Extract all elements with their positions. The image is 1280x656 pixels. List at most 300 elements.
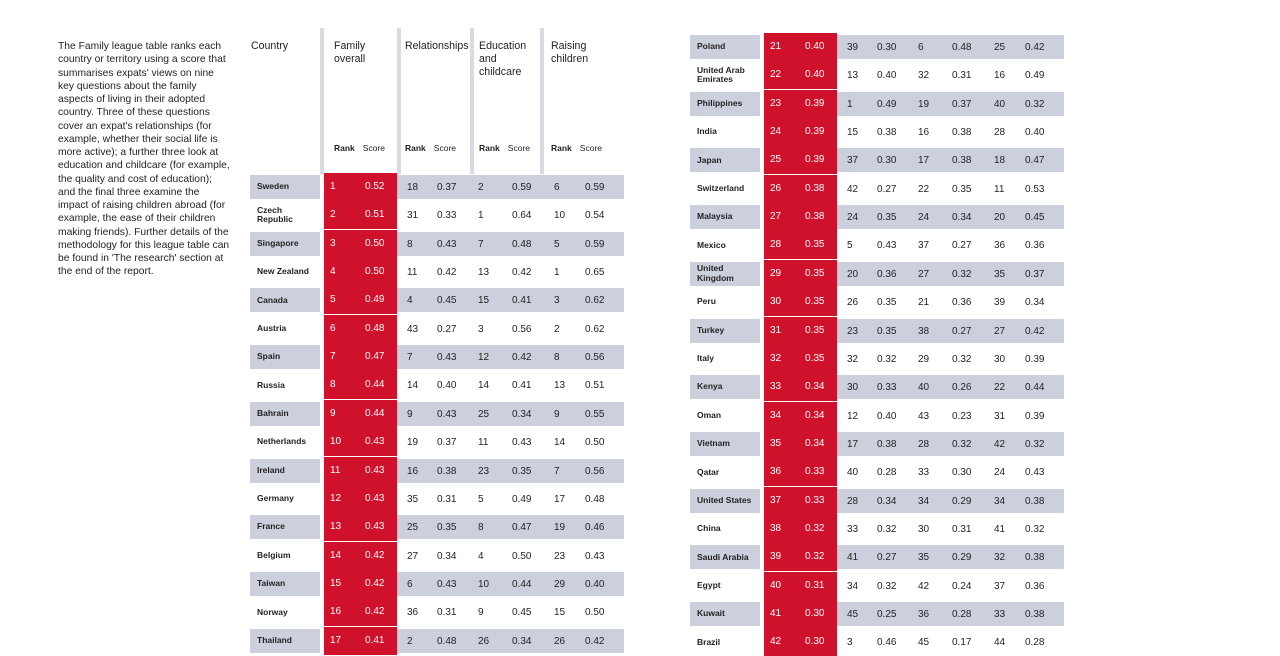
relationships-score: 0.28	[877, 467, 897, 479]
raising-score: 0.62	[585, 323, 605, 335]
relationships-score: 0.32	[877, 353, 897, 365]
education-score: 0.35	[512, 465, 532, 477]
family-overall-cell	[764, 487, 837, 515]
education-score: 0.56	[512, 323, 532, 335]
education-rank: 29	[918, 353, 930, 365]
family-rank: 15	[330, 577, 342, 589]
education-rank: 8	[478, 522, 484, 534]
country-name: Peru	[697, 296, 716, 307]
country-name: Japan	[690, 148, 760, 172]
raising-score: 0.56	[585, 465, 605, 477]
divider	[397, 28, 401, 174]
education-rank: 45	[918, 637, 930, 649]
league-table-right	[690, 0, 1070, 649]
family-score: 0.35	[805, 267, 825, 279]
country-name: Malaysia	[690, 205, 760, 229]
table-row	[690, 347, 1064, 371]
education-rank: 1	[478, 210, 484, 222]
country-name: China	[697, 523, 721, 534]
subheader-raising: Rank Score	[551, 143, 603, 153]
family-overall-cell	[764, 175, 837, 203]
family-rank: 6	[330, 322, 336, 334]
family-overall-cell	[764, 61, 837, 89]
relationships-score: 0.40	[877, 410, 897, 422]
family-score: 0.39	[805, 154, 825, 166]
relationships-rank: 16	[407, 465, 419, 477]
family-overall-cell	[764, 231, 837, 259]
table-row	[690, 545, 1064, 569]
relationships-score: 0.35	[437, 522, 457, 534]
education-rank: 38	[918, 325, 930, 337]
education-score: 0.34	[512, 408, 532, 420]
family-score: 0.38	[805, 211, 825, 223]
relationships-score: 0.43	[437, 238, 457, 250]
raising-rank: 17	[554, 493, 566, 505]
family-score: 0.35	[805, 324, 825, 336]
relationships-rank: 2	[407, 635, 413, 647]
raising-rank: 11	[994, 183, 1005, 195]
family-overall-cell	[324, 173, 397, 201]
family-rank: 22	[770, 69, 782, 81]
table-row	[250, 317, 624, 341]
country-name: New Zealand	[257, 266, 309, 277]
country-name: United Arab Emirates	[697, 64, 745, 85]
raising-score: 0.37	[1025, 268, 1045, 280]
education-rank: 7	[478, 238, 484, 250]
family-rank: 8	[330, 379, 336, 391]
family-overall-cell	[764, 543, 837, 571]
family-overall-cell	[324, 542, 397, 570]
raising-score: 0.47	[1025, 155, 1045, 167]
country-name: Czech Republic	[257, 204, 293, 225]
header-family-overall: Family overall	[334, 40, 366, 66]
raising-rank: 23	[554, 550, 566, 562]
table-row	[690, 35, 1064, 59]
family-overall-cell	[764, 317, 837, 345]
education-rank: 26	[478, 635, 490, 647]
country-name: Spain	[250, 345, 320, 369]
table-row	[690, 290, 1064, 314]
family-score: 0.32	[805, 551, 825, 563]
relationships-rank: 8	[407, 238, 413, 250]
education-score: 0.31	[952, 70, 972, 82]
education-rank: 19	[918, 98, 930, 110]
family-overall-cell	[324, 513, 397, 541]
education-score: 0.29	[952, 495, 972, 507]
country-name: Taiwan	[250, 572, 320, 596]
country-name: Ireland	[250, 459, 320, 483]
raising-rank: 19	[554, 522, 566, 534]
education-rank: 9	[478, 607, 484, 619]
raising-rank: 3	[554, 295, 560, 307]
family-overall-cell	[324, 457, 397, 485]
education-score: 0.47	[512, 522, 532, 534]
raising-score: 0.50	[585, 607, 605, 619]
relationships-rank: 17	[847, 438, 859, 450]
subheader-education: Rank Score	[479, 143, 531, 153]
raising-score: 0.50	[585, 437, 605, 449]
family-score: 0.50	[365, 266, 385, 278]
country-name: Bahrain	[250, 402, 320, 426]
raising-rank: 8	[554, 352, 560, 364]
raising-score: 0.54	[585, 210, 605, 222]
relationships-rank: 45	[847, 609, 859, 620]
family-score: 0.42	[365, 606, 385, 618]
raising-rank: 16	[994, 70, 1006, 82]
family-score: 0.42	[365, 577, 385, 589]
country-name: Turkey	[690, 319, 760, 343]
table-row	[690, 148, 1064, 172]
relationships-score: 0.37	[437, 437, 457, 449]
relationships-rank: 23	[847, 325, 859, 337]
education-rank: 23	[478, 465, 490, 477]
table-row	[690, 205, 1064, 229]
raising-rank: 26	[554, 635, 566, 647]
family-overall-cell	[764, 260, 837, 288]
education-rank: 21	[918, 297, 930, 309]
raising-score: 0.38	[1025, 495, 1045, 507]
education-score: 0.44	[512, 578, 532, 590]
family-score: 0.40	[805, 41, 825, 52]
table-row	[250, 232, 624, 256]
relationships-score: 0.43	[877, 240, 897, 252]
relationships-rank: 7	[407, 352, 413, 364]
education-rank: 25	[478, 408, 490, 420]
country-name: Norway	[257, 606, 288, 617]
education-score: 0.26	[952, 382, 972, 394]
table-row	[250, 260, 624, 284]
raising-score: 0.40	[585, 578, 605, 590]
education-score: 0.64	[512, 210, 532, 222]
relationships-rank: 28	[847, 495, 859, 507]
education-score: 0.34	[512, 635, 532, 647]
country-name: Germany	[257, 493, 294, 504]
country-name: France	[250, 515, 320, 539]
relationships-score: 0.34	[437, 550, 457, 562]
education-score: 0.59	[512, 182, 532, 193]
country-name: Kuwait	[690, 602, 760, 626]
country-name: Mexico	[697, 239, 726, 250]
raising-score: 0.36	[1025, 240, 1045, 252]
raising-rank: 29	[554, 578, 566, 590]
raising-rank: 32	[994, 552, 1006, 564]
relationships-rank: 30	[847, 382, 859, 394]
raising-rank: 34	[994, 495, 1006, 507]
table-row	[690, 120, 1064, 144]
relationships-rank: 39	[847, 42, 859, 53]
raising-score: 0.40	[1025, 127, 1045, 139]
relationships-rank: 9	[407, 408, 413, 420]
family-rank: 23	[770, 97, 782, 109]
relationships-score: 0.48	[437, 635, 457, 647]
raising-rank: 41	[994, 523, 1006, 535]
relationships-rank: 42	[847, 183, 859, 195]
relationships-score: 0.43	[437, 352, 457, 364]
family-overall-cell	[324, 343, 397, 371]
relationships-rank: 12	[847, 410, 859, 422]
raising-score: 0.34	[1025, 297, 1045, 309]
raising-rank: 6	[554, 182, 560, 193]
family-overall-cell	[764, 288, 837, 316]
relationships-score: 0.27	[437, 323, 457, 335]
table-row	[690, 602, 1064, 626]
family-rank: 41	[770, 608, 782, 619]
country-name: Saudi Arabia	[690, 545, 760, 569]
education-score: 0.45	[512, 607, 532, 619]
raising-score: 0.43	[585, 550, 605, 562]
raising-score: 0.28	[1025, 637, 1045, 649]
education-rank: 35	[918, 552, 930, 564]
table-row	[250, 459, 624, 483]
family-rank: 12	[330, 492, 342, 504]
raising-rank: 7	[554, 465, 560, 477]
table-row	[690, 319, 1064, 343]
relationships-rank: 31	[407, 210, 419, 222]
raising-rank: 27	[994, 325, 1006, 337]
table-row	[690, 262, 1064, 286]
education-rank: 30	[918, 523, 930, 535]
family-rank: 38	[770, 522, 782, 534]
raising-score: 0.43	[1025, 467, 1045, 479]
family-rank: 3	[330, 237, 336, 249]
education-score: 0.41	[512, 380, 532, 392]
family-score: 0.30	[805, 608, 825, 619]
relationships-score: 0.30	[877, 42, 897, 53]
family-rank: 42	[770, 636, 782, 648]
relationships-score: 0.27	[877, 183, 897, 195]
family-score: 0.34	[805, 437, 825, 449]
family-overall-cell	[764, 628, 837, 656]
country-name: Egypt	[697, 579, 721, 590]
education-rank: 22	[918, 183, 930, 195]
family-score: 0.32	[805, 522, 825, 534]
family-rank: 14	[330, 549, 342, 561]
family-overall-cell	[324, 315, 397, 343]
relationships-rank: 6	[407, 578, 413, 590]
relationships-rank: 5	[847, 240, 853, 252]
education-score: 0.24	[952, 580, 972, 592]
family-rank: 40	[770, 579, 782, 591]
education-rank: 15	[478, 295, 490, 307]
family-score: 0.44	[365, 407, 385, 419]
family-overall-cell	[764, 33, 837, 61]
education-score: 0.34	[952, 212, 972, 224]
relationships-rank: 18	[407, 182, 419, 193]
raising-rank: 20	[994, 212, 1006, 224]
family-overall-cell	[324, 230, 397, 258]
relationships-score: 0.38	[437, 465, 457, 477]
raising-rank: 5	[554, 238, 560, 250]
relationships-score: 0.35	[877, 325, 897, 337]
education-score: 0.35	[952, 183, 972, 195]
relationships-score: 0.36	[877, 268, 897, 280]
family-rank: 30	[770, 296, 782, 308]
relationships-score: 0.40	[877, 70, 897, 82]
table-row	[690, 432, 1064, 456]
education-rank: 3	[478, 323, 484, 335]
relationships-score: 0.31	[437, 493, 457, 505]
education-score: 0.31	[952, 523, 972, 535]
table-row	[250, 600, 624, 624]
family-score: 0.52	[365, 181, 385, 192]
raising-rank: 2	[554, 323, 560, 335]
table-row	[250, 373, 624, 397]
family-rank: 5	[330, 294, 336, 306]
education-rank: 28	[918, 438, 930, 450]
header-country: Country	[251, 40, 289, 52]
education-rank: 6	[918, 42, 924, 53]
country-name: Russia	[257, 379, 285, 390]
relationships-rank: 20	[847, 268, 859, 280]
education-rank: 12	[478, 352, 490, 364]
raising-rank: 22	[994, 382, 1006, 394]
family-score: 0.43	[365, 436, 385, 448]
relationships-rank: 4	[407, 295, 413, 307]
raising-score: 0.39	[1025, 353, 1045, 365]
education-rank: 42	[918, 580, 930, 592]
raising-score: 0.44	[1025, 382, 1045, 394]
education-score: 0.27	[952, 325, 972, 337]
education-rank: 24	[918, 212, 930, 224]
family-overall-cell	[764, 515, 837, 543]
family-rank: 31	[770, 324, 782, 336]
relationships-rank: 14	[407, 380, 419, 392]
education-rank: 40	[918, 382, 930, 394]
raising-score: 0.42	[585, 635, 605, 647]
header-relationships: Relationships	[405, 40, 469, 52]
raising-score: 0.56	[585, 352, 605, 364]
family-score: 0.39	[805, 126, 825, 138]
relationships-score: 0.33	[437, 210, 457, 222]
education-rank: 11	[478, 437, 489, 449]
relationships-score: 0.31	[437, 607, 457, 619]
family-rank: 33	[770, 381, 782, 393]
family-score: 0.35	[805, 352, 825, 364]
raising-score: 0.32	[1025, 438, 1045, 450]
raising-rank: 18	[994, 155, 1006, 167]
raising-rank: 25	[994, 42, 1006, 53]
family-overall-cell	[764, 345, 837, 373]
relationships-rank: 11	[407, 267, 418, 279]
intro-paragraph: The Family league table ranks each country or territory using a score that summarises expats' views on nine key questions about the family aspects of living in their adopted country. Three of these questions cover an expat's relationships (for example, whether their social life is more active); a further three look at education and childcare (for example, the quality and cost of education); and the final three examine the impact of raising children abroad (for example, the ease of their children making friends). Further details of the methodology for this league table can be found in 'The research' section at the end of the report.	[58, 41, 230, 278]
family-overall-cell	[324, 428, 397, 456]
relationships-score: 0.46	[877, 637, 897, 649]
raising-score: 0.38	[1025, 609, 1045, 620]
raising-score: 0.51	[585, 380, 605, 392]
education-rank: 32	[918, 70, 930, 82]
family-score: 0.50	[365, 237, 385, 249]
relationships-score: 0.25	[877, 609, 897, 620]
education-score: 0.36	[952, 297, 972, 309]
relationships-score: 0.33	[877, 382, 897, 394]
relationships-score: 0.40	[437, 380, 457, 392]
relationships-score: 0.43	[437, 408, 457, 420]
raising-rank: 9	[554, 408, 560, 420]
education-score: 0.32	[952, 438, 972, 450]
table-row	[250, 203, 624, 227]
divider	[470, 28, 474, 174]
country-name: Sweden	[250, 175, 320, 199]
family-overall-cell	[764, 373, 837, 401]
country-name: Austria	[257, 323, 287, 333]
raising-rank: 10	[554, 210, 566, 222]
family-score: 0.43	[365, 521, 385, 533]
relationships-rank: 35	[407, 493, 419, 505]
education-score: 0.27	[952, 240, 972, 252]
raising-score: 0.45	[1025, 212, 1045, 224]
country-name: Qatar	[697, 466, 720, 477]
raising-score: 0.42	[1025, 325, 1045, 337]
education-rank: 34	[918, 495, 930, 507]
family-score: 0.30	[805, 636, 825, 648]
education-score: 0.48	[512, 238, 532, 250]
relationships-rank: 32	[847, 353, 859, 365]
education-rank: 2	[478, 182, 484, 193]
family-rank: 2	[330, 209, 336, 221]
relationships-score: 0.35	[877, 212, 897, 224]
raising-score: 0.42	[1025, 42, 1045, 53]
country-name: Vietnam	[690, 432, 760, 456]
family-score: 0.49	[365, 294, 385, 306]
education-score: 0.23	[952, 410, 972, 422]
table-row	[250, 515, 624, 539]
table-row	[690, 517, 1064, 541]
family-rank: 34	[770, 409, 782, 421]
family-rank: 36	[770, 466, 782, 478]
education-rank: 5	[478, 493, 484, 505]
family-overall-cell	[764, 118, 837, 146]
education-score: 0.48	[952, 42, 972, 53]
raising-score: 0.53	[1025, 183, 1045, 195]
raising-rank: 36	[994, 240, 1006, 252]
raising-score: 0.62	[585, 295, 605, 307]
family-rank: 7	[330, 351, 336, 363]
relationships-rank: 37	[847, 155, 859, 167]
divider	[540, 28, 544, 174]
raising-rank: 33	[994, 609, 1006, 620]
family-score: 0.33	[805, 494, 825, 506]
family-score: 0.44	[365, 379, 385, 391]
family-overall-cell	[764, 203, 837, 231]
family-rank: 4	[330, 266, 336, 278]
relationships-rank: 34	[847, 580, 859, 592]
family-score: 0.41	[365, 634, 385, 646]
relationships-score: 0.30	[877, 155, 897, 167]
family-score: 0.39	[805, 97, 825, 109]
relationships-rank: 3	[847, 637, 853, 649]
family-overall-cell	[764, 90, 837, 118]
raising-rank: 31	[994, 410, 1006, 422]
relationships-rank: 25	[407, 522, 419, 534]
education-rank: 4	[478, 550, 484, 562]
family-score: 0.31	[805, 579, 825, 591]
relationships-rank: 19	[407, 437, 419, 449]
subheader-relationships: Rank Score	[405, 143, 457, 153]
table-row	[250, 175, 624, 199]
family-rank: 37	[770, 494, 782, 506]
table-row	[690, 233, 1064, 257]
family-score: 0.48	[365, 322, 385, 334]
raising-rank: 35	[994, 268, 1006, 280]
family-score: 0.35	[805, 239, 825, 251]
relationships-score: 0.27	[877, 552, 897, 564]
table-row	[690, 375, 1064, 399]
country-name: Canada	[250, 288, 320, 312]
relationships-score: 0.42	[437, 267, 457, 279]
country-name: Italy	[697, 353, 715, 364]
raising-rank: 14	[554, 437, 566, 449]
table-row	[690, 489, 1064, 513]
